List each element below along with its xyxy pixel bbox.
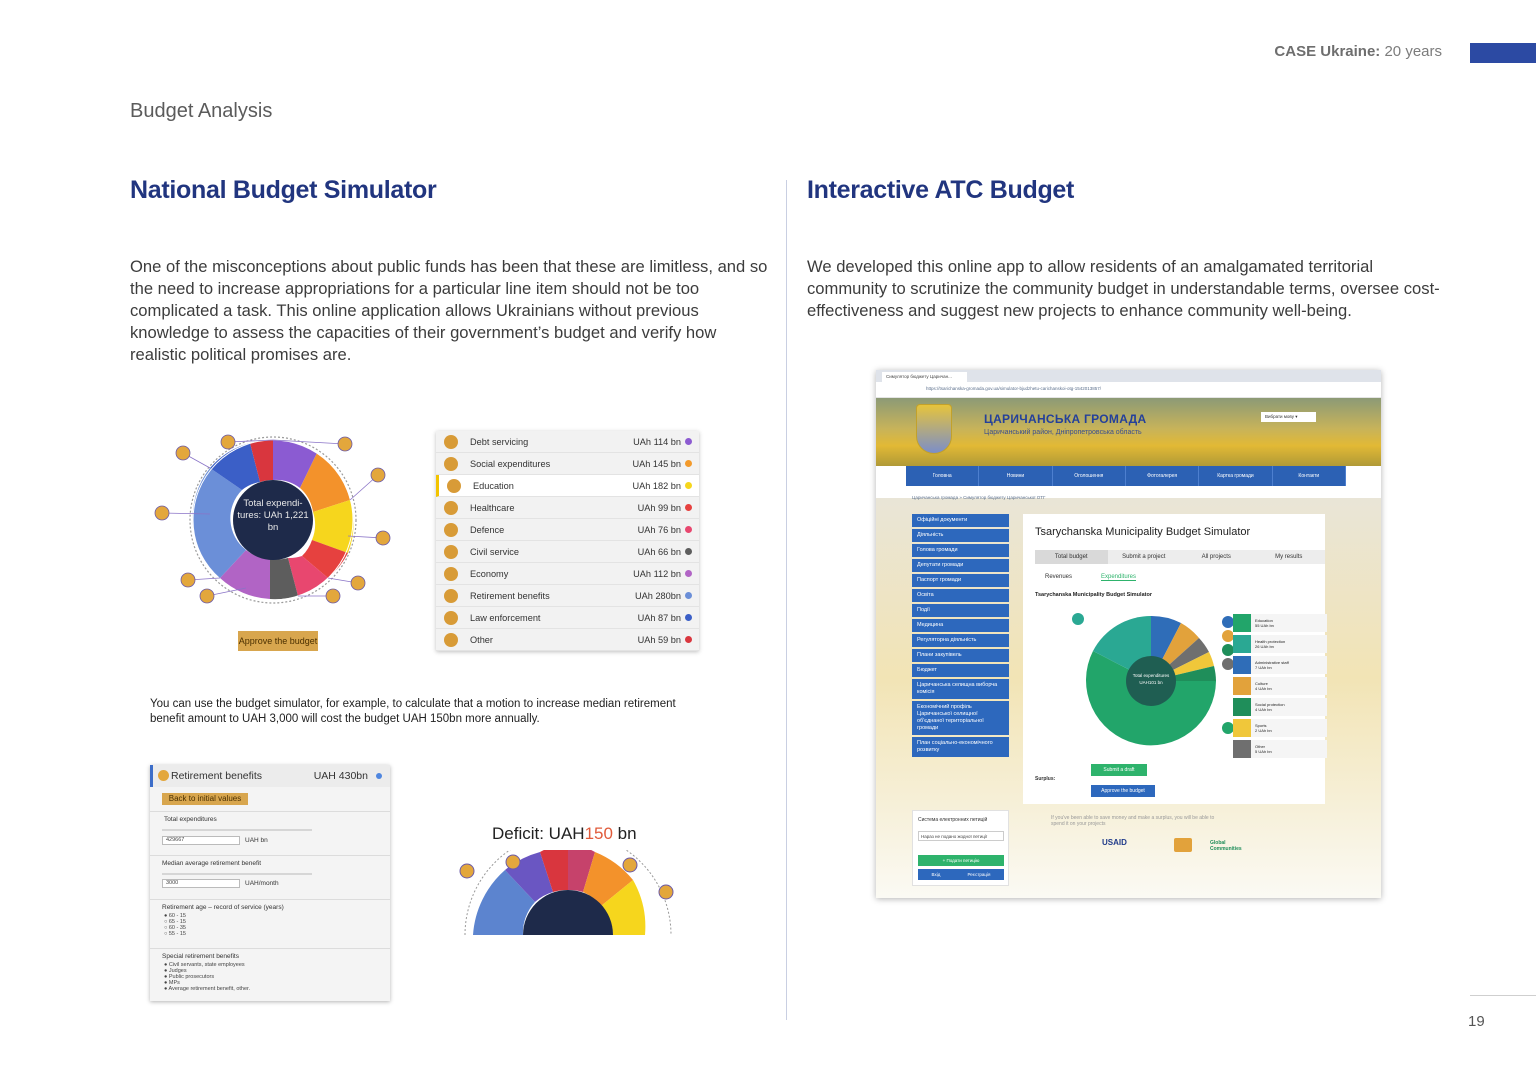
median-slider[interactable] [162, 873, 312, 875]
submit-draft-button[interactable]: Submit a draft [1091, 764, 1147, 776]
menu-item[interactable]: Картка громади [1199, 466, 1272, 486]
expenditures-tab[interactable]: Expenditures [1101, 574, 1137, 580]
expense-value: UAh 76 bn [637, 524, 681, 535]
partner-logo [1174, 838, 1192, 852]
pie-icon [1222, 722, 1233, 734]
retirement-age-label: Retirement age – record of service (years) [162, 904, 284, 911]
sidebar-item[interactable]: Діяльність [912, 529, 1009, 542]
age-option[interactable]: ○ 65 - 15 [164, 919, 186, 925]
brand-header [1274, 43, 1442, 60]
pie-center-label: Total expenditures UAH101 bn [1132, 673, 1170, 685]
town-name: ЦАРИЧАНСЬКА ГРОМАДА [984, 412, 1147, 426]
age-option[interactable]: ○ 55 - 15 [164, 931, 186, 937]
town-crest-icon [916, 404, 952, 454]
donut-center-label: Total expendi- tures: UAh 1,221 bn [237, 498, 309, 533]
special-option-label: Public prosecutors [168, 974, 215, 980]
right-text: We developed this online app to allow residents of an amalgamated territorial community to scrutinize the community budget in understandable terms, oversee cost-effectiveness and suggest new projects to enhance community well-being. [807, 257, 1440, 320]
sidebar-item[interactable]: Голова громади [912, 544, 1009, 557]
expense-row[interactable] [436, 475, 699, 497]
divider [150, 948, 390, 949]
other-icon [444, 633, 458, 647]
brand-bar [1470, 43, 1536, 63]
column-divider [786, 180, 787, 1020]
back-to-initial-button[interactable]: Back to initial values [162, 793, 248, 805]
simulator-pie [1063, 606, 1233, 756]
brand-name: CASE Ukraine: [1274, 43, 1381, 60]
pie-icon [1222, 658, 1233, 670]
category-label: Other 5 UAh bn [1255, 744, 1272, 754]
sidebar-item[interactable]: Регуляторна діяльність [912, 634, 1009, 647]
sidebar-item[interactable]: План соціально-економічного розвитку [912, 737, 1009, 757]
total-unit: UAH bn [245, 837, 268, 844]
deficit-half-donut [455, 850, 680, 940]
simulator-tabs [1035, 550, 1325, 564]
deficit-text: Deficit: UAH [492, 824, 585, 843]
tab-total-budget[interactable]: Total budget [1035, 550, 1108, 564]
special-option[interactable]: ● Judges [164, 968, 187, 974]
category-list [1233, 614, 1327, 761]
social-icon [444, 457, 458, 471]
special-option[interactable]: ● Public prosecutors [164, 974, 215, 980]
site-menu [906, 466, 1346, 486]
age-option[interactable]: ○ 60 - 35 [164, 925, 186, 931]
sports-icon [1233, 719, 1251, 737]
sidebar-item[interactable]: Паспорт громади [912, 574, 1009, 587]
expense-dot [685, 460, 692, 467]
special-option-label: MPs [168, 980, 180, 986]
age-option-label: 65 - 15 [168, 919, 186, 925]
median-benefit-label: Median average retirement benefit [162, 860, 262, 867]
age-option[interactable]: ● 60 - 15 [164, 913, 186, 919]
sidebar-item[interactable]: Економічний профіль Царичанської селищної об'єднаної територіальної громади [912, 701, 1009, 735]
total-expenditures-label: Total expenditures [164, 816, 217, 823]
retirement-title: Retirement benefits [171, 770, 263, 782]
browser-tab[interactable]: Симулятор бюджету Царичан... [882, 372, 967, 382]
breadcrumb: Царичанська громада » Симулятор бюджету Царичанської ОТГ [912, 495, 1046, 500]
expense-value: UAh 114 bn [633, 436, 681, 447]
expense-dot [685, 482, 692, 489]
expense-name: Law enforcement [470, 612, 541, 623]
pie-icon [1222, 630, 1233, 642]
special-option-label: Average retirement benefit, other. [168, 986, 251, 992]
deficit-unit: bn [612, 824, 637, 843]
pie-icon [1222, 644, 1233, 656]
menu-item[interactable]: Контакти [1273, 466, 1346, 486]
law-enforcement-icon [444, 611, 458, 625]
half-donut-icon [506, 855, 520, 869]
social-icon [1233, 698, 1251, 716]
approve-budget-button[interactable]: Approve the budget [238, 631, 318, 651]
expense-name: Defence [470, 524, 505, 535]
sidebar-item[interactable]: Бюджет [912, 664, 1009, 677]
expense-name: Social expenditures [470, 458, 551, 469]
expense-dot [685, 438, 692, 445]
simulator-title: Tsarychanska Municipality Budget Simulator [1035, 526, 1251, 538]
expense-dot [685, 592, 692, 599]
median-unit: UAH/month [245, 880, 279, 887]
culture-icon [1233, 677, 1251, 695]
simulator-panel [1023, 514, 1325, 804]
url-text: https://tsarichanska-gromada.gov.ua/simulator-bjudzhetu-carichanskoi-otg-1542013857/ [926, 386, 1102, 391]
approve-budget-button[interactable]: Approve the budget [1091, 785, 1155, 797]
expense-value: UAh 66 bn [637, 546, 681, 557]
expense-row[interactable] [436, 607, 699, 629]
expense-list [436, 431, 699, 651]
special-option[interactable]: ● Civil servants, state employees [164, 962, 245, 968]
expense-name: Retirement benefits [470, 590, 550, 601]
retirement-icon [444, 589, 458, 603]
surplus-label: Surplus: [1035, 776, 1056, 782]
admin-icon [1233, 656, 1251, 674]
register-button[interactable]: Реєстрація [967, 872, 991, 877]
category-item[interactable] [1233, 719, 1327, 737]
expense-name: Other [470, 634, 493, 645]
petitions-field: Нараз не подано жодної петиції [918, 831, 1004, 841]
sidebar-item[interactable]: Освіта [912, 589, 1009, 602]
category-item[interactable] [1233, 740, 1327, 758]
simulator-note: You can use the budget simulator, for example, to calculate that a motion to increase median retirement benefit amount to UAH 3,000 will cost the budget UAH 150bn more annually. [150, 698, 676, 725]
auth-buttons [918, 869, 1004, 880]
sidebar-item[interactable]: Офіційні документи [912, 514, 1009, 527]
browser-address-bar[interactable] [876, 382, 1381, 398]
expense-value: UAh 59 bn [637, 634, 681, 645]
category-item[interactable] [1233, 656, 1327, 674]
expense-dot [685, 548, 692, 555]
expense-row[interactable] [436, 541, 699, 563]
menu-item[interactable]: Головна [906, 466, 979, 486]
sidebar-item[interactable]: Медицина [912, 619, 1009, 632]
tab-submit-project[interactable]: Submit a project [1122, 554, 1166, 560]
expense-value: UAh 182 bn [632, 480, 681, 491]
menu-item[interactable]: Фотогалерея [1126, 466, 1199, 486]
expense-value: UAh 99 bn [637, 502, 681, 513]
expense-dot [685, 504, 692, 511]
sidebar-item[interactable]: Депутати громади [912, 559, 1009, 572]
retirement-icon [158, 770, 169, 781]
expense-dot [685, 636, 692, 643]
expense-row[interactable] [436, 453, 699, 475]
age-option-label: 60 - 15 [168, 913, 186, 919]
civil-service-icon [444, 545, 458, 559]
expense-row[interactable] [436, 585, 699, 607]
sidebar-item[interactable]: Царичанська селищна виборча комісія [912, 679, 1009, 699]
half-donut-icon [659, 885, 673, 899]
total-expenditures-input[interactable]: 429667 [162, 836, 240, 845]
expense-value: UAh 112 bn [633, 568, 681, 579]
surplus-hint: If you've been able to save money and make a surplus, you will be able to spend it on your projects [1051, 815, 1215, 827]
left-title: National Budget Simulator [130, 176, 437, 204]
retirement-panel [150, 765, 390, 1001]
expense-row[interactable] [436, 629, 699, 651]
sidebar-item[interactable]: Плани закупівель [912, 649, 1009, 662]
submit-petition-button[interactable]: + Подати петицію [918, 855, 1004, 866]
healthcare-icon [444, 501, 458, 515]
category-item[interactable] [1233, 614, 1327, 632]
expense-dot [685, 570, 692, 577]
revenues-tab[interactable]: Revenues [1045, 574, 1073, 580]
expense-name: Economy [470, 568, 509, 579]
tab-all-projects[interactable]: All projects [1201, 554, 1231, 560]
median-benefit-input[interactable]: 3000 [162, 879, 240, 888]
category-label: Social protection 4 UAh bn [1255, 702, 1285, 712]
expense-value: UAh 87 bn [637, 612, 681, 623]
footer-line [1470, 995, 1536, 996]
brand-years: 20 years [1380, 43, 1442, 60]
section-label: Budget Analysis [130, 100, 273, 122]
other-icon [1233, 740, 1251, 758]
global-communities-logo: Global Communities [1210, 840, 1242, 852]
atc-budget-screenshot [876, 370, 1381, 898]
category-label: Culture 4 UAh bn [1255, 681, 1272, 691]
expense-value: UAh 145 bn [632, 458, 681, 469]
deficit-label [492, 824, 637, 844]
expense-row[interactable] [436, 519, 699, 541]
menu-item[interactable]: Новини [979, 466, 1052, 486]
petitions-title: Система електронних петицій [918, 817, 988, 823]
economy-icon [444, 567, 458, 581]
right-title: Interactive ATC Budget [807, 176, 1075, 204]
page-number: 19 [1468, 1013, 1485, 1030]
defence-icon [444, 523, 458, 537]
special-option[interactable]: ● Average retirement benefit, other. [164, 986, 251, 992]
expense-value: UAh 280bn [635, 590, 681, 601]
retirement-dot [376, 773, 382, 779]
divider [150, 855, 390, 856]
half-donut-icon [623, 858, 637, 872]
special-benefits-label: Special retirement benefits [162, 953, 239, 960]
education-icon [1233, 614, 1251, 632]
debt-icon [444, 435, 458, 449]
language-select[interactable]: Вибрати мову ▾ [1261, 412, 1316, 422]
left-text: One of the misconceptions about public funds has been that these are limitless, and so the need to increase appropriations for a particular line item should not be too complicated a task. This online application allows Ukrainians without previous knowledge to assess the capacities of their government’s budget and verify how realistic political promises are. [130, 257, 768, 364]
expense-row[interactable] [436, 497, 699, 519]
menu-item[interactable]: Оголошення [1053, 466, 1126, 486]
expense-name: Debt servicing [470, 436, 529, 447]
tab-my-results[interactable]: My results [1275, 554, 1303, 560]
half-donut-icon [460, 864, 474, 878]
login-button[interactable]: Вхід [931, 872, 941, 877]
retirement-amount: UAH 430bn [313, 770, 368, 782]
sidebar-item[interactable]: Події [912, 604, 1009, 617]
town-subtitle: Царичанський район, Дніпропетровська область [984, 429, 1142, 436]
special-option-label: Civil servants, state employees [168, 962, 245, 968]
expense-row[interactable] [436, 431, 699, 453]
pie-icon [1072, 613, 1084, 625]
expense-row[interactable] [436, 563, 699, 585]
special-option[interactable]: ● MPs [164, 980, 180, 986]
education-icon [447, 479, 461, 493]
expense-name: Education [473, 480, 514, 491]
deficit-value: 150 [584, 824, 613, 843]
site-sidebar [912, 514, 1009, 759]
retirement-header [150, 765, 390, 787]
category-label: Sports 2 UAh bn [1255, 723, 1272, 733]
category-label: Administrative staff 7 UAh bn [1255, 660, 1289, 670]
expense-dot [685, 614, 692, 621]
category-item[interactable] [1233, 635, 1327, 653]
site-hero-banner [876, 398, 1381, 466]
health-icon [1233, 635, 1251, 653]
usaid-logo: USAID [1102, 838, 1127, 847]
category-item[interactable] [1233, 698, 1327, 716]
petitions-box [912, 810, 1009, 886]
category-label: Education 55 UAh bn [1255, 618, 1274, 628]
special-option-label: Judges [168, 968, 187, 974]
divider [150, 811, 390, 812]
age-option-label: 60 - 35 [168, 925, 186, 931]
expense-name: Civil service [470, 546, 520, 557]
browser-tabs [876, 370, 1381, 382]
category-label: Health protection 26 UAh bn [1255, 639, 1286, 649]
divider [150, 899, 390, 900]
budget-donut-chart [150, 428, 400, 658]
pie-icon [1222, 616, 1233, 628]
simulator-caption: Tsarychanska Municipality Budget Simulator [1035, 592, 1152, 598]
age-option-label: 55 - 15 [168, 931, 186, 937]
category-item[interactable] [1233, 677, 1327, 695]
expense-dot [685, 526, 692, 533]
expense-name: Healthcare [470, 502, 515, 513]
total-slider[interactable] [162, 829, 312, 831]
